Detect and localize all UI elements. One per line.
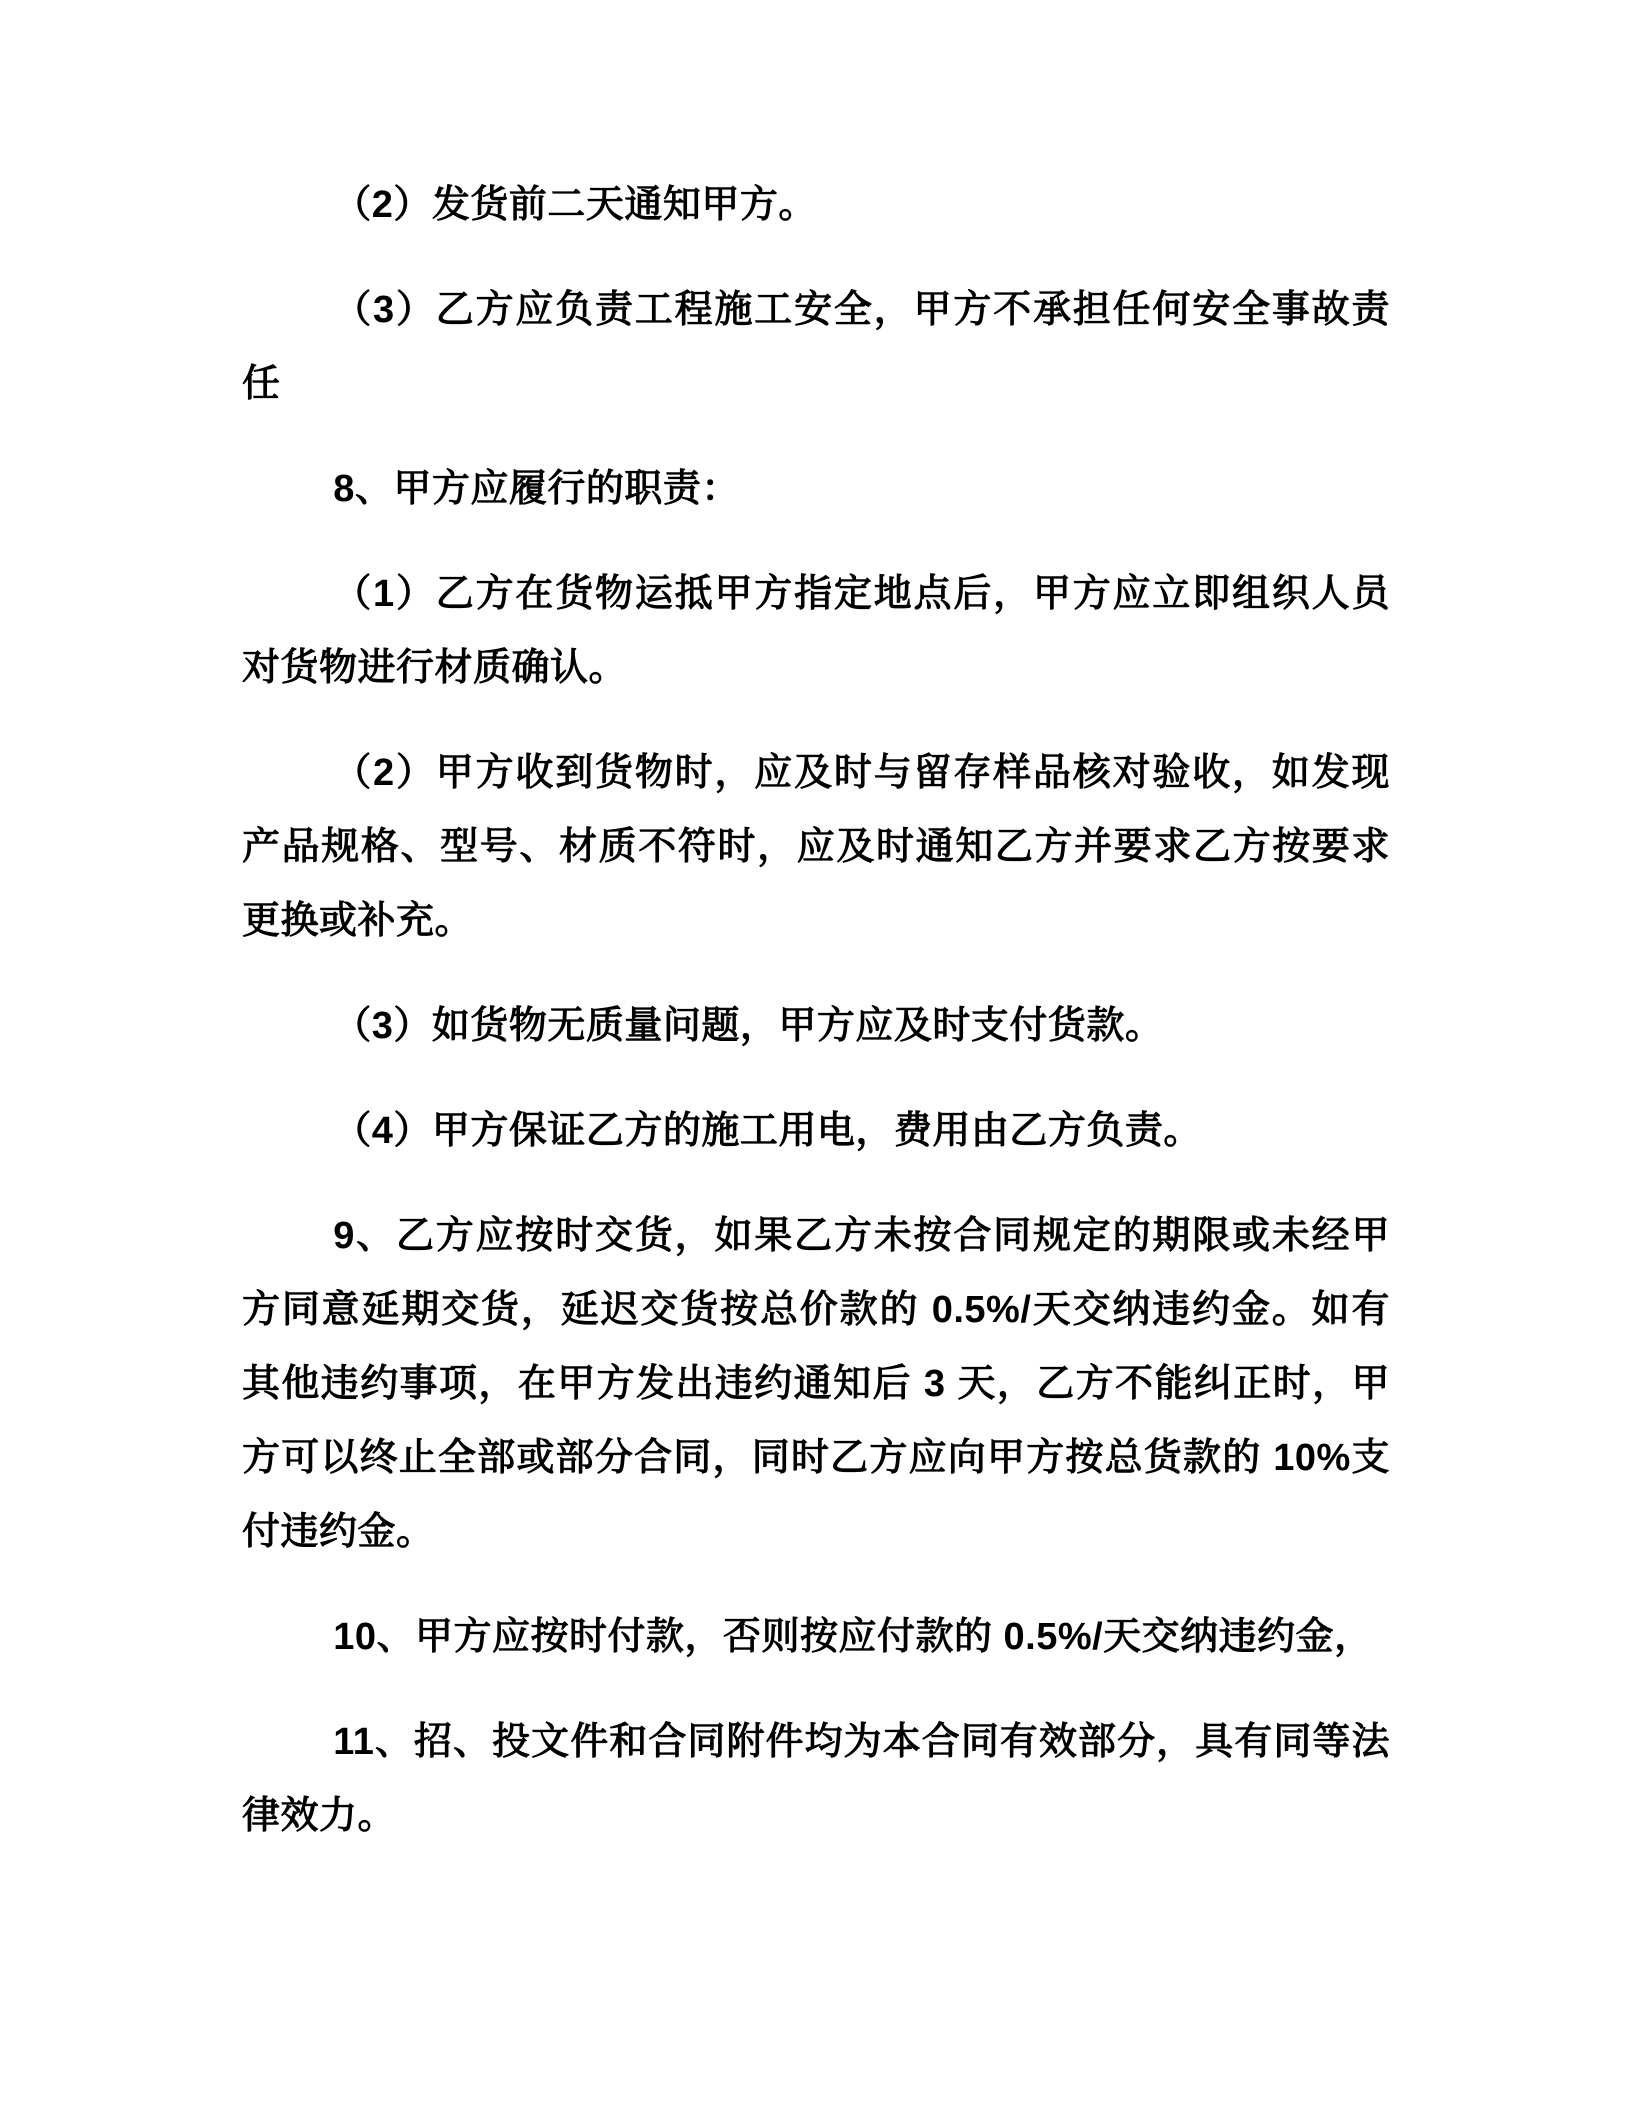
clause-paragraph-11: 11、招、投文件和合同附件均为本合同有效部分，具有同等法律效力。 bbox=[242, 1721, 1390, 1837]
clause-8-item-3: （3）如货物无质量问题，甲方应及时支付货款。 bbox=[333, 1005, 1164, 1047]
clause-8-item-2: （2）甲方收到货物时，应及时与留存样品核对验收，如发现产品规格、型号、材质不符时，应及时通知乙方并要求乙方按要求更换或补充。 bbox=[242, 752, 1390, 942]
clause-paragraph-2: （2）发货前二天通知甲方。 bbox=[333, 184, 817, 226]
document-content bbox=[242, 168, 1390, 1884]
clause-paragraph-10: 10、甲方应按时付款，否则按应付款的 0.5%/天交纳违约金， bbox=[333, 1616, 1373, 1658]
clause-8-item-4: （4）甲方保证乙方的施工用电，费用由乙方负责。 bbox=[333, 1110, 1202, 1152]
clause-heading-8: 8、甲方应履行的职责： bbox=[333, 468, 740, 510]
clause-8-item-1: （1）乙方在货物运抵甲方指定地点后，甲方应立即组织人员对货物进行材质确认。 bbox=[242, 573, 1390, 689]
clause-paragraph-3: （3）乙方应负责工程施工安全，甲方不承担任何安全事故责任 bbox=[242, 289, 1390, 405]
clause-paragraph-9: 9、乙方应按时交货，如果乙方未按合同规定的期限或未经甲方同意延期交货，延迟交货按总价款的 0.5%/天交纳违约金。如有其他违约事项，在甲方发出违约通知后 3 天，乙方不能纠正时，甲方可以终止全部或部分合同，同时乙方应向甲方按总货款的 10%支付违约金。 bbox=[242, 1215, 1390, 1553]
